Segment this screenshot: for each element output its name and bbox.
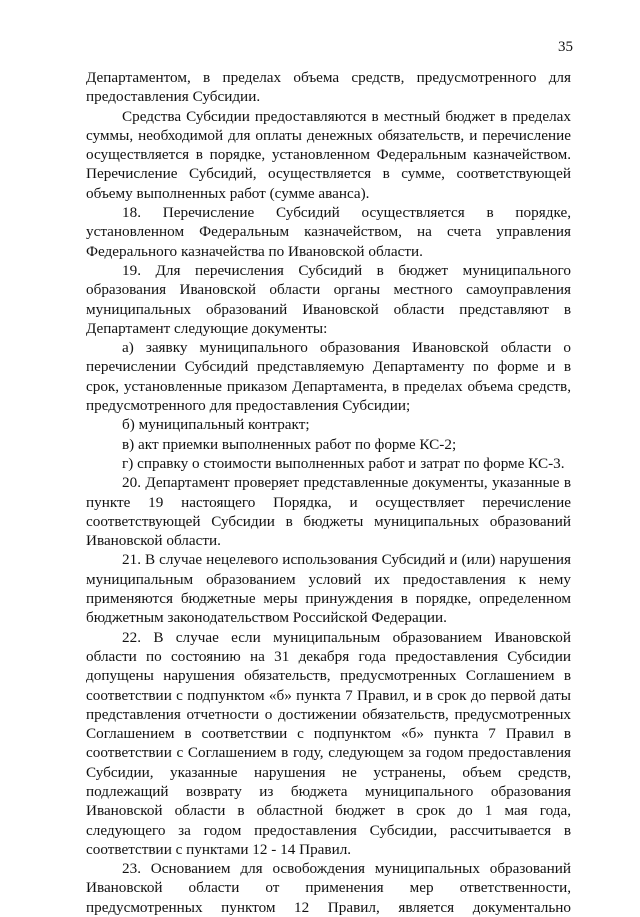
page-number: 35 — [558, 39, 573, 55]
paragraph-item-23: 23. Основанием для освобождения муниципальных образований Ивановской области от применения мер ответственности, предусмотренных пунктом 12 Правил, является документально — [86, 860, 571, 916]
paragraph-subsidy-funds: Средства Субсидии предоставляются в местный бюджет в пределах суммы, необходимой для оплаты денежных обязательств, и перечисление осуществляется в порядке, установленном Федеральным казначейством. Перечисление Субсидий, осуществляется в сумме, соответствующей объему выполненных работ (сумме аванса). — [86, 107, 571, 202]
document-body — [86, 68, 571, 917]
paragraph-item-21: 21. В случае нецелевого использования Субсидий и (или) нарушения муниципальным образованием условий их предоставления к нему применяются бюджетные меры принуждения в порядке, определенном бюджетным законодательством Российской Федерации. — [86, 551, 571, 627]
paragraph-item-19: 19. Для перечисления Субсидий в бюджет муниципального образования Ивановской области органы местного самоуправления муниципальных образований Ивановской области представляют в Департамент следующие документы: — [86, 261, 571, 337]
paragraph-item-18: 18. Перечисление Субсидий осуществляется в порядке, установленном Федеральным казначейством, на счета управления Федерального казначейства по Ивановской области. — [86, 204, 571, 260]
paragraph-item-22: 22. В случае если муниципальным образованием Ивановской области по состоянию на 31 декабря года предоставления Субсидии допущены нарушения обязательств, предусмотренных Соглашением в соответствии с подпунктом «б» пункта 7 Правил, и в срок до первой даты представления отчетности о достижении обязательств, предусмотренных Соглашением в соответствии с подпунктом «б» пункта 7 Правил в соответствии с Соглашением в году, следующем за годом предоставления Субсидии, указанные нарушения не устранены, объем средств, подлежащий возврату из бюджета муниципального образования Ивановской области в областной бюджет в срок до 1 мая года, следующего за годом предоставления Субсидии, рассчитывается в соответствии с пунктами 12 - 14 Правил. — [86, 628, 571, 858]
paragraph-continuation: Департаментом, в пределах объема средств, предусмотренного для предоставления Субсидии. — [86, 69, 571, 106]
paragraph-item-20: 20. Департамент проверяет представленные документы, указанные в пункте 19 настоящего Порядка, и осуществляет перечисление соответствующей Субсидии в бюджеты муниципальных образований Ивановской области. — [86, 474, 571, 550]
paragraph-item-19-v: в) акт приемки выполненных работ по форме КС-2; — [122, 435, 457, 453]
paragraph-item-19-a: а) заявку муниципального образования Ивановской области о перечислении Субсидий представляемую Департаменту по форме и в срок, установленные приказом Департамента, в пределах объема средств, предусмотренного для предоставления Субсидии; — [86, 339, 571, 415]
paragraph-item-19-g: г) справку о стоимости выполненных работ и затрат по форме КС-3. — [122, 454, 565, 472]
paragraph-item-19-b: б) муниципальный контракт; — [122, 416, 310, 434]
